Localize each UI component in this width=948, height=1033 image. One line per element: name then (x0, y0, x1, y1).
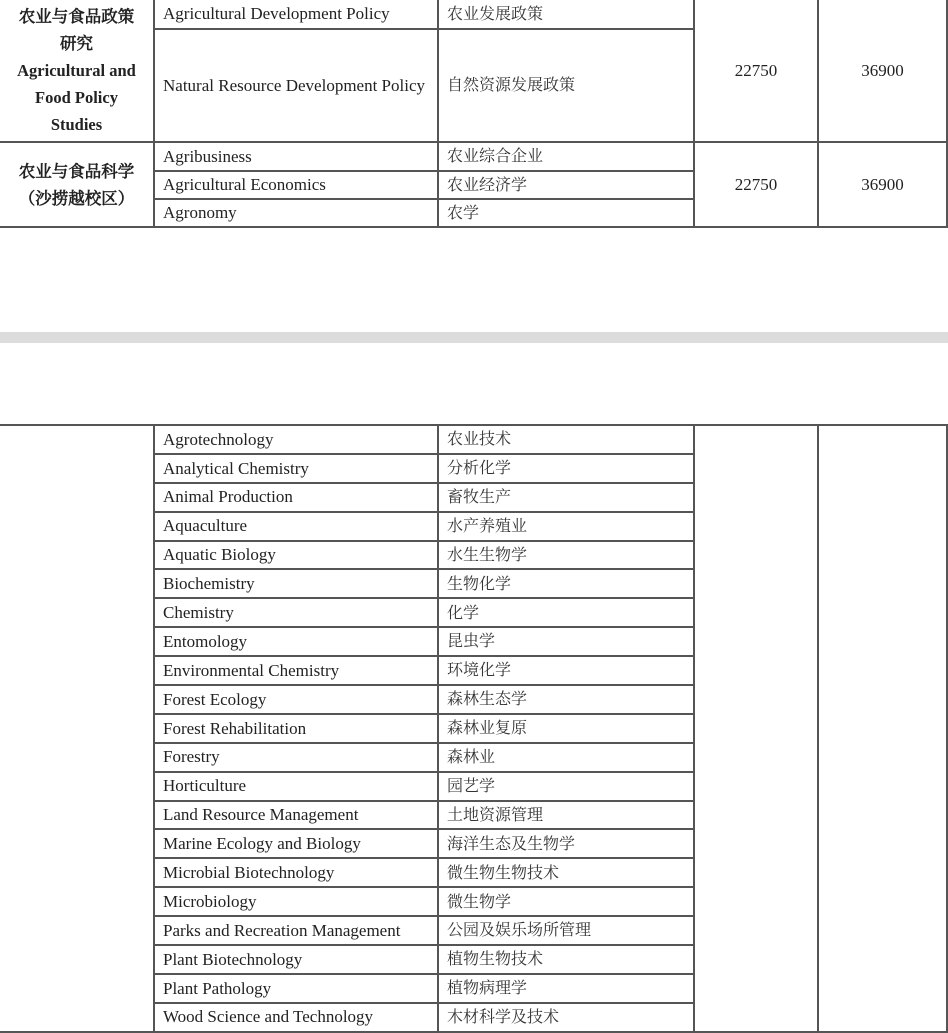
programme-cn: 公园及娱乐场所管理 (438, 916, 694, 945)
fee-cell: 36900 (818, 0, 947, 142)
faculty-cell (0, 0, 154, 142)
programme-cn: 农业综合企业 (438, 142, 694, 171)
faculty-name-cn: （沙捞越校区） (18, 188, 135, 208)
programme-en: Microbial Biotechnology (154, 858, 438, 887)
programme-cn: 农业经济学 (438, 171, 694, 199)
programme-en: Horticulture (154, 772, 438, 801)
programme-cn: 畜牧生产 (438, 483, 694, 512)
faculty-cell (0, 425, 154, 1032)
fee-cell: 22750 (694, 142, 818, 227)
programme-cn: 木材科学及技术 (438, 1003, 694, 1032)
programme-en: Forest Rehabilitation (154, 714, 438, 743)
table-row (0, 425, 947, 454)
programme-cn: 自然资源发展政策 (438, 29, 694, 142)
faculty-name-en: Studies (50, 115, 103, 134)
programme-en: Aquatic Biology (154, 541, 438, 570)
programme-en: Microbiology (154, 887, 438, 916)
programme-fee-table-upper (0, 0, 948, 228)
programme-cn: 昆虫学 (438, 627, 694, 656)
table-row (0, 0, 947, 29)
programme-cn: 水产养殖业 (438, 512, 694, 541)
programme-cn: 农业发展政策 (438, 0, 694, 29)
programme-en: Agricultural Economics (154, 171, 438, 199)
programme-cn: 生物化学 (438, 569, 694, 598)
programme-cn: 环境化学 (438, 656, 694, 685)
programme-en: Animal Production (154, 483, 438, 512)
programme-en: Forest Ecology (154, 685, 438, 714)
programme-fee-table-lower (0, 424, 948, 1033)
programme-en: Agrotechnology (154, 425, 438, 454)
programme-en: Environmental Chemistry (154, 656, 438, 685)
programme-en: Aquaculture (154, 512, 438, 541)
programme-cn: 农业技术 (438, 425, 694, 454)
programme-en: Biochemistry (154, 569, 438, 598)
programme-en: Chemistry (154, 598, 438, 627)
faculty-name-cn: 农业与食品政策 (18, 7, 135, 26)
programme-cn: 森林业复原 (438, 714, 694, 743)
faculty-name-cn: 农业与食品科学 (18, 161, 135, 181)
programme-en: Agribusiness (154, 142, 438, 171)
programme-en: Plant Biotechnology (154, 945, 438, 974)
programme-cn: 微生物学 (438, 887, 694, 916)
faculty-name-en: Agricultural and (17, 61, 136, 80)
programme-cn: 土地资源管理 (438, 801, 694, 830)
programme-cn: 水生生物学 (438, 541, 694, 570)
programme-cn: 分析化学 (438, 454, 694, 483)
table-row (0, 142, 947, 171)
programme-en: Plant Pathology (154, 974, 438, 1003)
programme-en: Agronomy (154, 199, 438, 227)
fee-cell: 36900 (818, 142, 947, 227)
programme-cn: 化学 (438, 598, 694, 627)
programme-en: Forestry (154, 743, 438, 772)
programme-cn: 园艺学 (438, 772, 694, 801)
faculty-cell (0, 142, 154, 227)
fee-cell (818, 425, 947, 1032)
programme-en: Agricultural Development Policy (154, 0, 438, 29)
programme-cn: 农学 (438, 199, 694, 227)
programme-cn: 海洋生态及生物学 (438, 829, 694, 858)
programme-en: Wood Science and Technology (154, 1003, 438, 1032)
page-break-separator (0, 332, 948, 343)
faculty-name-en: Food Policy (35, 88, 118, 107)
programme-cn: 微生物生物技术 (438, 858, 694, 887)
fee-cell: 22750 (694, 0, 818, 142)
programme-cn: 森林业 (438, 743, 694, 772)
programme-cn: 植物病理学 (438, 974, 694, 1003)
faculty-name-cn: 研究 (60, 34, 93, 53)
programme-en: Marine Ecology and Biology (154, 829, 438, 858)
programme-en: Analytical Chemistry (154, 454, 438, 483)
programme-en: Natural Resource Development Policy (154, 29, 438, 142)
programme-en: Entomology (154, 627, 438, 656)
programme-en: Parks and Recreation Management (154, 916, 438, 945)
programme-cn: 森林生态学 (438, 685, 694, 714)
fee-cell (694, 425, 818, 1032)
programme-cn: 植物生物技术 (438, 945, 694, 974)
programme-en: Land Resource Management (154, 801, 438, 830)
